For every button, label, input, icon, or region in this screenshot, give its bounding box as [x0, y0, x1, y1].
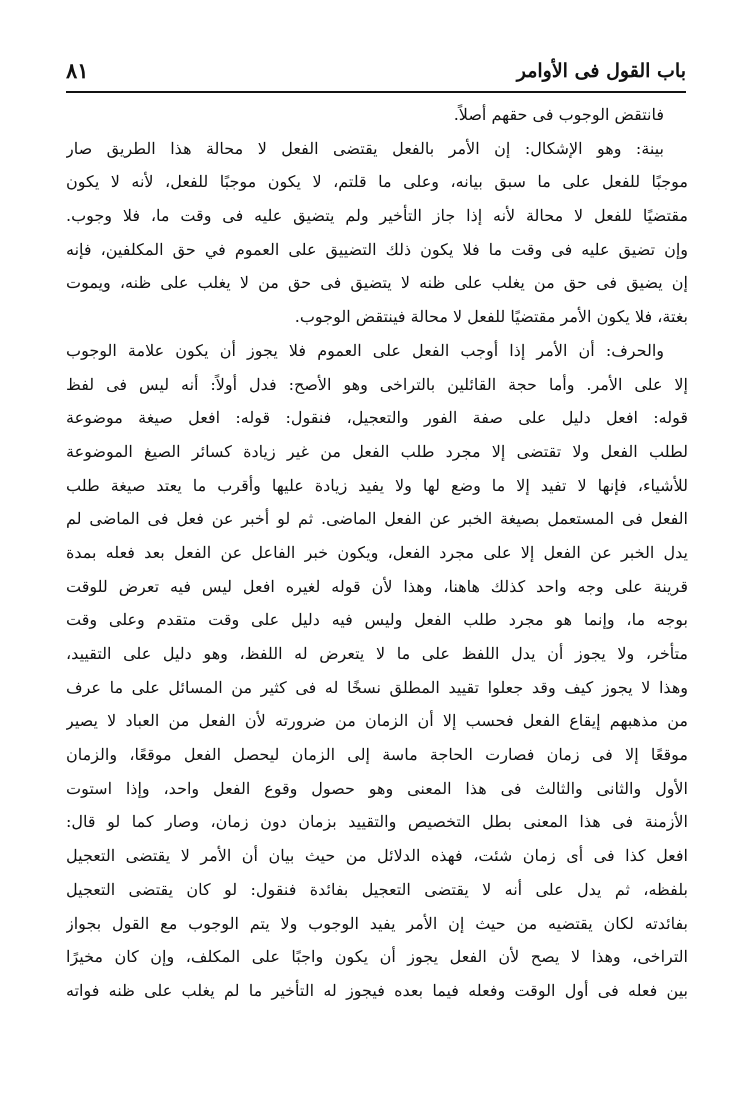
text-line: للأشياء، فإنها لا تفيد إلا ما وضع لها ولا يفيد زيادة عليها وأقرب ما يعتد صيغة طلب [66, 475, 688, 495]
text-line: يدل الخبر عن الفعل إلا على مجرد الفعل، ويكون خبر الفاعل عن الفعل بعد فعله بمدة [66, 542, 688, 562]
text-line: لطلب الفعل ولا تقتضى إلا مجرد طلب الفعل من غير زيادة كسائر الصيغ الموضوعة [66, 441, 688, 461]
text-line: متأخر، ولا يجوز أن يدل اللفظ على ما لا يتعرض له اللفظ، وهو دليل على التقييد، [66, 644, 688, 663]
running-head [66, 56, 686, 92]
text-line: مقتضيًا للفعل لا محالة لأنه إذا جاز التأخير ولم يتضيق عليه فى وقت ما، فلا وجوب. [66, 206, 688, 226]
text-line: موقعًا إلا فى زمان فصارت الحاجة ماسة إلى الزمان ليحصل الفعل موقعًا، والزمان [66, 745, 688, 765]
text-line: بينة: وهو الإشكال: إن الأمر بالفعل يقتضى الفعل لا محالة هذا الطريق صار [66, 138, 664, 158]
text-line: بغتة، فلا يكون الأمر مقتضيًا للفعل لا محالة فينتقض الوجوب. [294, 307, 688, 327]
page-number: ٨١ [66, 58, 89, 83]
text-line: بلفظه، ثم يدل على أنه لا يقتضى التعجيل بفائدة فنقول: لو كان يقتضى التعجيل [66, 879, 688, 899]
text-line: افعل كذا فى أى زمان شئت، فهذه الدلائل من حيث بيان أن الأمر لا يقتضى التعجيل [66, 846, 688, 866]
text-line: إن يضيق فى حق من يغلب على ظنه لا يتضيق فى حق من لا يغلب على ظنه، ويموت [66, 273, 688, 293]
text-line: والحرف: أن الأمر إذا أوجب الفعل على العموم فلا يجوز أن يكون علامة الوجوب [66, 340, 664, 360]
text-line: موجبًا للفعل على ما سبق بيانه، وعلى ما قلتم، لا يكون موجبًا للفعل، لأنه لا يكون [66, 172, 688, 192]
text-line: الأول والثانى والثالث فى هذا المعنى وهو حصول وقوع الفعل واحد، وإذا استوت [66, 778, 688, 798]
text-line: بفائدته لكان يقتضيه من حيث إن الأمر يفيد الوجوب ولا يتم الوجوب مع القول بجواز [66, 913, 688, 933]
text-line: من مذهبهم إيقاع الفعل فحسب إلا أن الزمان من ضرورته لأن الفعل من العباد لا يصير [66, 711, 688, 731]
text-line: الأزمنة فى هذا المعنى بطل التخصيص والتقييد بزمان دون زمان، وصار كما لو قال: [66, 812, 688, 832]
text-line: التراخى، وهذا لا يصح لأن الفعل يجوز أن يكون واجبًا على المكلف، وإن كان مخيرًا [66, 947, 688, 967]
text-line: قرينة على وجه واحد كذلك هاهنا، وهذا لأن قوله لغيره افعل ليس فيه تعرض للوقت [66, 576, 688, 596]
text-line: إلا على الأمر. وأما حجة القائلين بالتراخى وهو الأصح: فدل أولاً: أنه ليس فى لفظ [66, 374, 688, 394]
text-line: فانتقض الوجوب فى حقهم أصلاً. [453, 105, 664, 124]
text-line: وهذا لا يجوز كيف وقد جعلوا تقييد المطلق نسخًا له فى كثير من المسائل على ما عرف [66, 677, 688, 697]
text-line: بوجه ما، وإنما هو مجرد طلب الفعل وليس فيه دليل على وقت متقدم وعلى وقت [66, 610, 688, 630]
running-title: باب القول فى الأوامر [516, 60, 686, 82]
text-line: بين فعله فى أول الوقت وفعله فيما بعده فيجوز له التأخير ما لم يغلب على ظنه فواته [66, 980, 688, 1000]
header-rule [66, 91, 686, 93]
body-text [66, 98, 688, 1008]
text-line: قوله: افعل دليل على صفة الفور والتعجيل، فنقول: قوله: افعل صيغة موضوعة [66, 408, 688, 428]
text-line: الفعل فى المستعمل بصيغة الخبر عن الفعل الماضى. ثم لو أخبر عن فعل فى الماضى لم [66, 509, 688, 529]
text-line: وإن تضيق عليه فى وقت ما فلا يكون ذلك التضييق على العموم في حق المكلفين، فإنه [66, 239, 688, 259]
